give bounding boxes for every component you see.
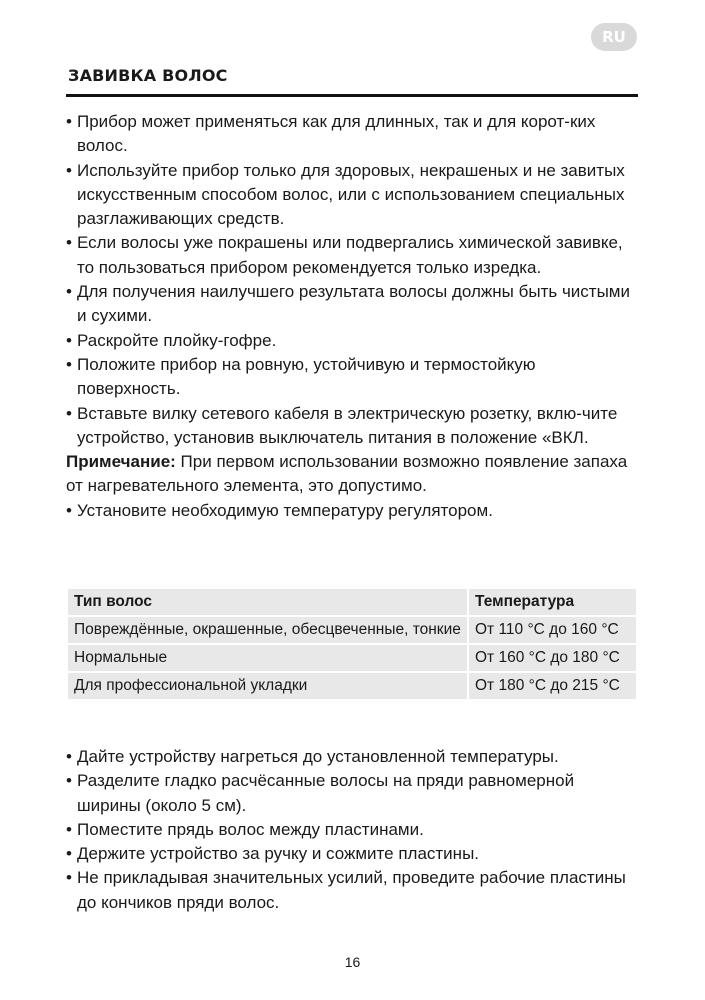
table-header-row: [67, 588, 637, 616]
note-paragraph: [66, 450, 641, 499]
page-number: 16: [344, 954, 361, 970]
list-item: • Для получения наилучшего результата волосы должны быть чистыми и сухими.: [66, 280, 641, 329]
cell-hair-type: Повреждённые, окрашенные, обесцвеченные, тонкие: [67, 616, 468, 644]
list-item: • Держите устройство за ручку и сожмите пластины.: [66, 842, 641, 866]
list-item: • Положите прибор на ровную, устойчивую и термостойкую поверхность.: [66, 353, 641, 402]
temperature-table: [66, 587, 638, 701]
instructions-bottom: [66, 745, 641, 915]
section-title: ЗАВИВКА ВОЛОС: [68, 66, 228, 85]
header-temperature: Температура: [468, 588, 637, 616]
bullet-list-bottom: [66, 745, 641, 915]
list-item: • Разделите гладко расчёсанные волосы на пряди равномерной ширины (около 5 см).: [66, 769, 641, 818]
cell-temperature: От 160 °C до 180 °C: [468, 644, 637, 672]
cell-temperature: От 180 °C до 215 °C: [468, 672, 637, 700]
header-hair-type: Тип волос: [67, 588, 468, 616]
instructions-top: [66, 110, 641, 523]
cell-temperature: От 110 °C до 160 °C: [468, 616, 637, 644]
cell-hair-type: Нормальные: [67, 644, 468, 672]
table-row: [67, 644, 637, 672]
table-row: [67, 672, 637, 700]
note-text: При первом использовании возможно появление запаха от нагревательного элемента, это допустимо.: [66, 452, 628, 496]
table-row: [67, 616, 637, 644]
list-item: • Не прикладывая значительных усилий, проведите рабочие пластины до кончиков пряди волос.: [66, 866, 641, 915]
language-badge: RU: [591, 23, 637, 51]
bullet-list-pre-table: [66, 499, 641, 523]
list-item: • Вставьте вилку сетевого кабеля в электрическую розетку, вклю-чите устройство, установив выключатель питания в положение «ВКЛ.: [66, 402, 641, 451]
list-item: • Поместите прядь волос между пластинами.: [66, 818, 641, 842]
list-item: • Дайте устройству нагреться до установленной температуры.: [66, 745, 641, 769]
list-item: • Установите необходимую температуру регулятором.: [66, 499, 641, 523]
title-divider: [66, 94, 638, 97]
list-item: • Прибор может применяться как для длинных, так и для корот-ких волос.: [66, 110, 641, 159]
list-item: • Используйте прибор только для здоровых, некрашеных и не завитых искусственным способом волос, или с использованием специальных разглаживающих средств.: [66, 159, 641, 232]
cell-hair-type: Для профессиональной укладки: [67, 672, 468, 700]
list-item: • Если волосы уже покрашены или подвергались химической завивке, то пользоваться прибором рекомендуется только изредка.: [66, 231, 641, 280]
note-label: Примечание:: [66, 452, 176, 472]
list-item: • Раскройте плойку-гофре.: [66, 329, 641, 353]
bullet-list-top: [66, 110, 641, 450]
